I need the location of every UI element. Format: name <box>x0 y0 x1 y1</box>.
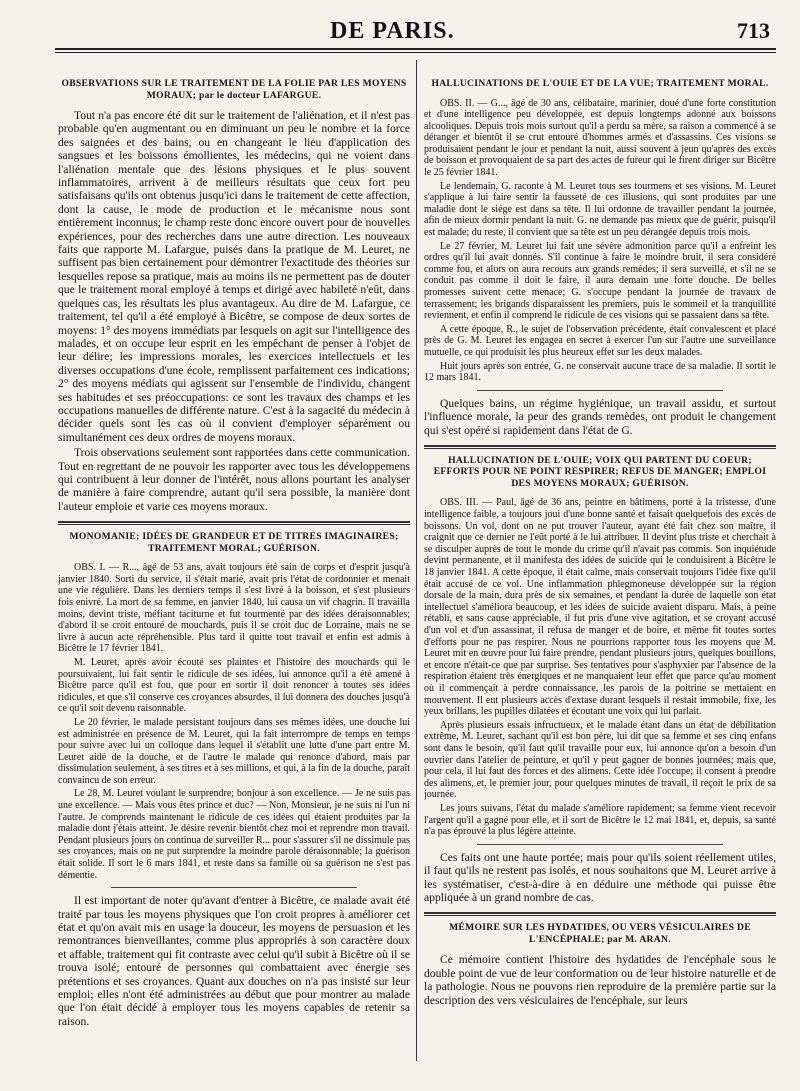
running-title: DE PARIS. <box>330 18 455 44</box>
case3-title: HALLUCINATION DE L'OUIE; VOIX QUI PARTENT DU COEUR; EFFORTS POUR NE POINT RESPIRER; REFUS DE MANGER; EMPLOI DES MOYENS MORAUX; GUÉRISON. <box>433 454 767 489</box>
case1-title: MONOMANIE; IDÉES DE GRANDEUR ET DE TITRES IMAGINAIRES; TRAITEMENT MORAL; GUÉRISON. <box>69 531 399 554</box>
header-rule <box>55 48 776 53</box>
case3-paragraph-1: OBS. III. — Paul, âgé de 36 ans, peintre en bâtimens, porté à la tristesse, d'une intelligence faible, a toujours joui d'une bonne santé et faisait quelquefois des excès de boissons. Un vol, dont on ne put trouver l'auteur, ayant été fait chez son maître, il craignit que ce dernier ne l'eût porté à le lui attribuer. Il devint plus triste et cherchait à se disculper auprès de tout le monde du crime qu'il n'avait pas commis. Son inquiétude devint permanente, et il manifesta des idées de suicide qui le conduisirent à Bicêtre le 18 janvier 1841. A cette époque, il était calme, mais conservait toujours l'idée fixe qu'il était accusé de ce vol. Une inflammation phlegmoneuse développée sur la région dorsale de la main, dura près de six semaines, et pendant la durée de laquelle son état intellectuel s'améliora beaucoup, et les idées de suicide avaient disparu. Mais, à peine rétabli, et sans cause appréciable, il fut pris d'une vive agitation, et se croyant accusé d'un vol et d'un assassinat, il refusa de manger et de boire, et même fit toutes sortes d'efforts pour ne pas respirer. Nous ne pourrions rapporter tous les moyens que M. Leuret mit en œuvre pour lui faire prendre, pendant plusieurs jours, quelques bouillons, et encore n'était-ce que par surprise. Ses tentatives pour s'asphyxier par l'absence de la respiration étaient très énergiques et ne manquaient leur effet que parce qu'au moment où il commençait à perdre connaissance, les parois de la poitrine se mettaient en mouvement. Il eut plusieurs accès d'extase durant lesquels il restait immobile, fixe, les yeux brillans, les pupilles dilatées et écoutant une voix qui lui parlait. <box>424 497 776 718</box>
case1-paragraph-1: OBS. I. — R..., âgé de 53 ans, avait toujours été sain de corps et d'esprit jusqu'à janvier 1840. Sorti du service, il s'était marié, avait pris l'état de cordonnier et menait une vie régulière. Dans les derniers temps il s'est livré à la boisson, et s'est plusieurs fois enivré. La mort de sa femme, en janvier 1840, lui causa un vif chagrin. Il travailla moins, devint triste, méfiant taciturne et fut tourmenté par des idées déraisonnables; d'abord il se croit entouré de mouchards, puis il se croit duc de Lorraine, mais ne se livre à aucun acte répréhensible. Plus tard il quitte tout travail et enfin est admis à Bicêtre le 17 février 1841. <box>58 562 410 655</box>
column-divider <box>416 60 417 1061</box>
case2-paragraph-3: Le 27 février, M. Leuret lui fait une sévère admonition parce qu'il a enfreint les ordres qu'il lui avait donnés. S'il continue à faire le moindre bruit, il sera considéré comme fou, et alors on aura recours aux grands remèdes; il sera surveillé, et s'il ne se conduit pas comme il doit le faire, il aura demain une forte douche. De belles promesses suivent cette menace; G. s'occupe pendant la journée de travaux de terrassement; les brigands disparaissent les premiers, puis le sommeil et la tranquillité reviennent, et enfin il comprend le ridicule de ces visions qui se passaient dans sa tête. <box>424 240 776 322</box>
section-rule <box>424 912 776 916</box>
case1-commentary: Il est important de noter qu'avant d'entrer à Bicêtre, ce malade avait été traité par tous les moyens physiques que l'on croit propres à améliorer cet état et qu'on avait mis en usage la douceur, les moyens de persuasion et les remontrances bienveillantes, comme plus appropriés à son caractère doux et affable, traitement qui fit contraste avec celui qu'il subit à Bicêtre où il se trouva isolé; entouré de personnes qui combattaient avec énergie ses prétentions et ses croyances. Quant aux douches on n'a pas insisté sur leur emploi; elles n'ont été administrées au début que pour montrer au malade que l'on était décidé à employer tous les moyens capables de retenir sa raison. <box>58 894 410 1028</box>
case3-commentary: Ces faits ont une haute portée; mais pour qu'ils soient réellement utiles, il faut qu'ils ne restent pas isolés, et nous souhaitons que M. Leuret arrive à les systématiser, c'est-à-dire à en déduire une méthode qui puisse être appliquée à un grand nombre de cas. <box>424 850 776 904</box>
page-number: 713 <box>737 18 770 43</box>
case2-paragraph-5: Huit jours après son entrée, G. ne conservait aucune trace de sa maladie. Il sortit le 12 mars 1841. <box>424 360 776 384</box>
article1-paragraph-2: Trois observations seulement sont rapportées dans cette communication. Tout en regrettant de ne pouvoir les rapporter avec tous les développemens qui contribuent à leur donner de l'intérêt, nous allons pourtant les analyser de manière à faire comprendre, autant qu'il sera possible, la manière dont l'auteur emploie et varie ces moyens moraux. <box>58 446 410 513</box>
right-column <box>424 74 776 1057</box>
case-separator <box>477 844 723 845</box>
case1-paragraph-3: Le 20 février, le malade persistant toujours dans ses mêmes idées, une douche lui est administrée en présence de M. Leuret, qui la fait interrompre de temps en temps pour suivre avec lui un colloque dans lequel il s'établit une lutte d'une part entre M. Leuret aidé de la douche, et de l'autre le malade qui renonce d'abord, mais par dissimulation seulement, à ses titres et à ses millions, et qui, à la fin de la douche, paraît convaincu de son erreur. <box>58 716 410 786</box>
page-header <box>0 0 800 58</box>
case2-paragraph-1: OBS. II. — G..., âgé de 30 ans, célibataire, marinier, doué d'une forte constitution et d'une intelligence peu développée, est depuis longtemps adonné aux boissons alcooliques. Depuis trois mois surtout qu'il a perdu sa mère, sa raison a commencé à se déranger et bientôt il se crut entouré d'hommes armés et d'assassins. Ces visions se produisaient pendant le jour et pendant la nuit, aussi souvent à jeun qu'après des excès de boisson et provoquaient de sa part des actes de fureur qui le firent diriger sur Bicêtre le 25 février 1841. <box>424 97 776 179</box>
case-separator <box>477 390 723 391</box>
case3-paragraph-2: Après plusieurs essais infructueux, et le malade étant dans un état de débilitation extrême, M. Leuret, sachant qu'il est bon père, lui dit que sa femme et ses cinq enfans sont dans le besoin, qu'il faut qu'il travaille pour eux, lui annonce qu'on a besoin d'un ouvrier dans l'atelier de peinture, et qu'il y peut gagner de bonnes journées; mais que, pour cela, il lui faut des forces et des alimens. Cette idée l'occupe; il consent à prendre des alimens, et, le premier jour, pour quelques minutes de travail, il reçoit le prix de sa journée. <box>424 719 776 801</box>
section-rule <box>424 445 776 449</box>
case3-paragraph-3: Les jours suivans, l'état du malade s'améliore rapidement; sa femme vient recevoir l'argent qu'il a gagné pour elle, et il sort de Bicêtre le 12 mai 1841, et, depuis, sa santé n'a pas éprouvé la plus légère atteinte. <box>424 802 776 838</box>
memoir-title: MÉMOIRE SUR LES HYDATIDES, OU VERS VÉSICULAIRES DE L'ENCÉPHALE; par M. ARAN. <box>449 922 751 945</box>
case-separator <box>111 887 357 888</box>
article1-title: OBSERVATIONS SUR LE TRAITEMENT DE LA FOLIE PAR LES MOYENS MORAUX; par le docteur LAFARGUE. <box>61 78 407 101</box>
section-rule <box>58 521 410 525</box>
case2-paragraph-2: Le lendemain, G. raconte à M. Leuret tous ses tourmens et ses visions. M. Leuret s'applique à lui faire sentir la fausseté de ces illusions, qui sont produites par une maladie dont le siége est dans sa tête. Il lui ordonne de travailler pendant la journée, afin de mieux dormir pendant la nuit. G. ne demande pas mieux que de guérir, puisqu'il est malade; du reste, il convient que sa tête est un peu dérangée depuis trois mois. <box>424 180 776 239</box>
article1-paragraph-1: Tout n'a pas encore été dit sur le traitement de l'aliénation, et il n'est pas probable qu'en augmentant ou en diminuant un peu le nombre et la force des saignées et des bains, ou en changeant le lieu d'application des sangsues et les boissons émollientes, les médecins, qui ne voient dans l'aliénation mentale que des lésions physiques et le plus souvent inflammatoires, arrivent à de meilleurs résultats que ceux fort peu satisfaisans qu'ils ont obtenus jusqu'ici dans le traitement de cette affection, dont la cause, le mode de production et le mécanisme nous sont entièrement inconnus; le champ reste donc encore ouvert pour de nouvelles expériences, pour des recherches dans une autre direction. Les nouveaux faits que rapporte M. Lafargue, puisés dans la pratique de M. Leuret, ne suffisent pas bien certainement pour démontrer l'exactitude des théories sur lesquelles repose sa pratique, mais au moins ils ne permettent pas de douter que le traitement moral employé à temps et dirigé avec habileté n'eût, dans quelques cas, les résultats les plus avantageux. Au dire de M. Lafargue, ce traitement, tel qu'il a été employé à Bicêtre, se compose de deux sortes de moyens: 1° des moyens immédiats par lesquels on agit sur l'intelligence des malades, et on occupe leur esprit en les empêchant de penser à l'objet de leur délire; les impressions morales, les exercices intellectuels et les diverses occupations d'une école, remplissent parfaitement ces indications; 2° des moyens médiats qui agissent sur l'ensemble de l'individu, changent ses habitudes et ses préoccupations: ce sont les travaux des champs et les occupations manuelles de différente nature. C'est à la sagacité du médecin à décider quels sont les cas où il convient d'employer séparément ou simultanément ces deux ordres de moyens moraux. <box>58 109 410 444</box>
memoir-paragraph-1: Ce mémoire contient l'histoire des hydatides de l'encéphale sous le double point de vue de leur conformation ou de leur histoire naturelle et de la pathologie. Nous ne pouvons rien reproduire de la première partie sur la description des vers vésiculaires de l'encéphale, sur leurs <box>424 953 776 1007</box>
case1-paragraph-2: M. Leuret, après avoir écouté ses plaintes et l'histoire des mouchards qui le poursuivaient, lui fait sentir le ridicule de ses idées, lui annonce qu'il a été amené à Bicêtre parce qu'il est fou, que pour en sortir il doit renoncer à toutes ses idées ridicules, et que s'il conserve ces croyances absurdes, il lui donnera des douches jusqu'à ce qu'il soit devenu raisonnable. <box>58 656 410 715</box>
case1-paragraph-4: Le 28, M. Leuret voulant le surprendre; bonjour à son excellence. — Je ne suis pas une excellence. — Mais vous êtes prince et duc? — Non, Monsieur, je ne suis ni l'un ni l'autre. Je comprends maintenant le ridicule de ces idées qui étaient produites par la maladie dont j'étais atteint. Je désire revenir bientôt chez moi et reprendre mon travail. Pendant plusieurs jours on continua de surveiller R... pour s'assurer s'il ne dissimule pas ses croyances, mais on ne put surprendre la moindre parole déraisonnable; la guérison était solide. Il sort le 6 mars 1841, et reste dans sa famille où sa guérison ne s'est pas démentie. <box>58 788 410 881</box>
case2-title: HALLUCINATIONS DE L'OUIE ET DE LA VUE; TRAITEMENT MORAL. <box>431 78 769 89</box>
case2-paragraph-4: A cette époque, R., le sujet de l'observation précédente, était convalescent et placé près de G. M. Leuret les engagea en secret à exercer l'un sur l'autre une surveillance mutuelle, ce qui produisit les plus heureux effet sur les deux malades. <box>424 323 776 358</box>
case2-commentary: Quelques bains, un régime hygiénique, un travail assidu, et surtout l'influence morale, la peur des grands remèdes, ont produit le changement qui s'est opéré si rapidement dans l'état de G. <box>424 396 776 437</box>
left-column <box>58 74 410 1057</box>
